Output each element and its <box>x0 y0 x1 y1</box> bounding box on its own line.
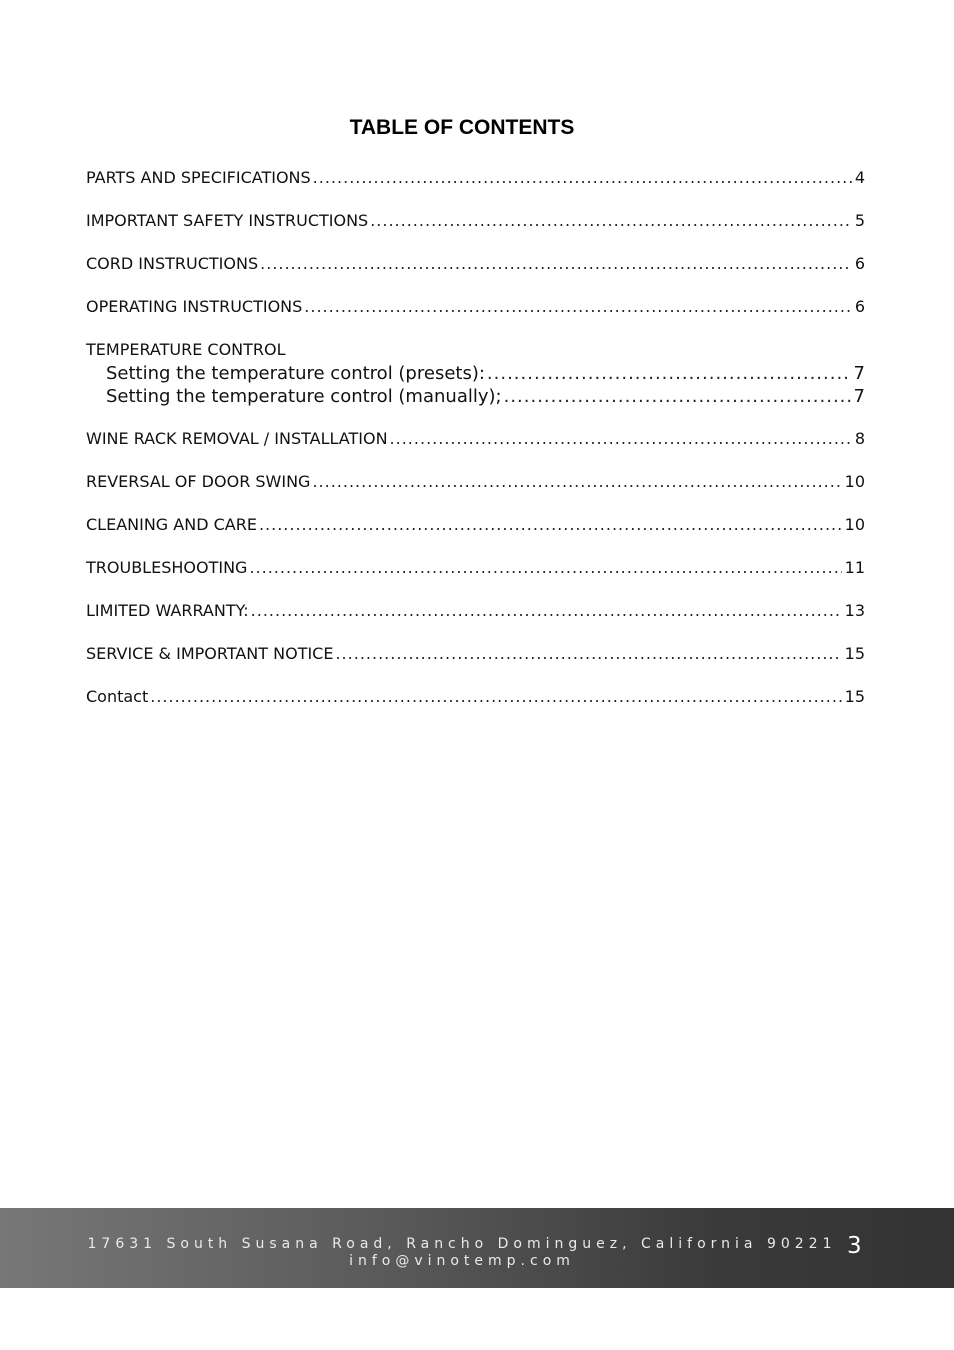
table-of-contents <box>86 166 865 709</box>
toc-entry-label: Setting the temperature control (presets): <box>106 363 485 384</box>
dot-leader <box>487 362 851 385</box>
toc-page-number: 5 <box>854 211 865 230</box>
toc-entry-label: CLEANING AND CARE <box>86 515 257 534</box>
toc-entry-label: OPERATING INSTRUCTIONS <box>86 297 303 316</box>
dot-leader <box>260 252 852 276</box>
dot-leader <box>390 427 852 451</box>
toc-entry-contact[interactable] <box>86 685 865 709</box>
footer-email[interactable]: info@vinotemp.com <box>349 1253 575 1269</box>
toc-entry-label: PARTS AND SPECIFICATIONS <box>86 168 311 187</box>
toc-entry-wine-rack[interactable] <box>86 427 865 451</box>
toc-entry-label: WINE RACK REMOVAL / INSTALLATION <box>86 429 388 448</box>
toc-page-number: 15 <box>844 687 865 706</box>
toc-page-number: 10 <box>844 515 865 534</box>
dot-leader <box>370 209 852 233</box>
page-title: TABLE OF CONTENTS <box>349 116 575 139</box>
toc-entry-cleaning[interactable] <box>86 513 865 537</box>
dot-leader <box>504 385 851 408</box>
toc-entry-label: Setting the temperature control (manually); <box>106 386 502 407</box>
dot-leader <box>150 685 841 709</box>
dot-leader <box>304 295 852 319</box>
toc-page-number: 7 <box>853 363 865 384</box>
toc-entry-label: TROUBLESHOOTING <box>86 558 248 577</box>
toc-entry-temperature[interactable]: TEMPERATURE CONTROL <box>86 340 286 359</box>
footer-address: 17631 South Susana Road, Rancho Dominguez, California 90221 <box>87 1236 837 1252</box>
dot-leader <box>251 599 842 623</box>
toc-entry-label: LIMITED WARRANTY: <box>86 601 249 620</box>
toc-page-number: 6 <box>854 297 865 316</box>
toc-page-number: 6 <box>854 254 865 273</box>
dot-leader <box>335 642 841 666</box>
toc-entry-cord[interactable] <box>86 252 865 276</box>
toc-entry-label: Contact <box>86 687 149 706</box>
toc-page-number: 4 <box>854 168 865 187</box>
toc-entry-label: CORD INSTRUCTIONS <box>86 254 259 273</box>
toc-entry-door-swing[interactable] <box>86 470 865 494</box>
toc-entry-warranty[interactable] <box>86 599 865 623</box>
toc-subentry-presets[interactable] <box>86 362 865 385</box>
dot-leader <box>312 470 841 494</box>
toc-page-number: 7 <box>853 386 865 407</box>
toc-entry-service[interactable] <box>86 642 865 666</box>
toc-page-number: 13 <box>844 601 865 620</box>
dot-leader <box>313 166 852 190</box>
toc-page-number: 8 <box>854 429 865 448</box>
toc-page-number: 10 <box>844 472 865 491</box>
page-footer <box>0 1208 954 1288</box>
toc-entry-troubleshooting[interactable] <box>86 556 865 580</box>
toc-entry-parts[interactable] <box>86 166 865 190</box>
toc-entry-safety[interactable] <box>86 209 865 233</box>
toc-entry-label: IMPORTANT SAFETY INSTRUCTIONS <box>86 211 369 230</box>
toc-entry-operating[interactable] <box>86 295 865 319</box>
toc-page-number: 15 <box>844 644 865 663</box>
toc-page-number: 11 <box>844 558 865 577</box>
toc-entry-label: REVERSAL OF DOOR SWING <box>86 472 311 491</box>
toc-subentry-manual[interactable] <box>86 385 865 408</box>
dot-leader <box>259 513 842 537</box>
dot-leader <box>249 556 841 580</box>
page-number: 3 <box>847 1233 862 1259</box>
toc-entry-label: SERVICE & IMPORTANT NOTICE <box>86 644 334 663</box>
